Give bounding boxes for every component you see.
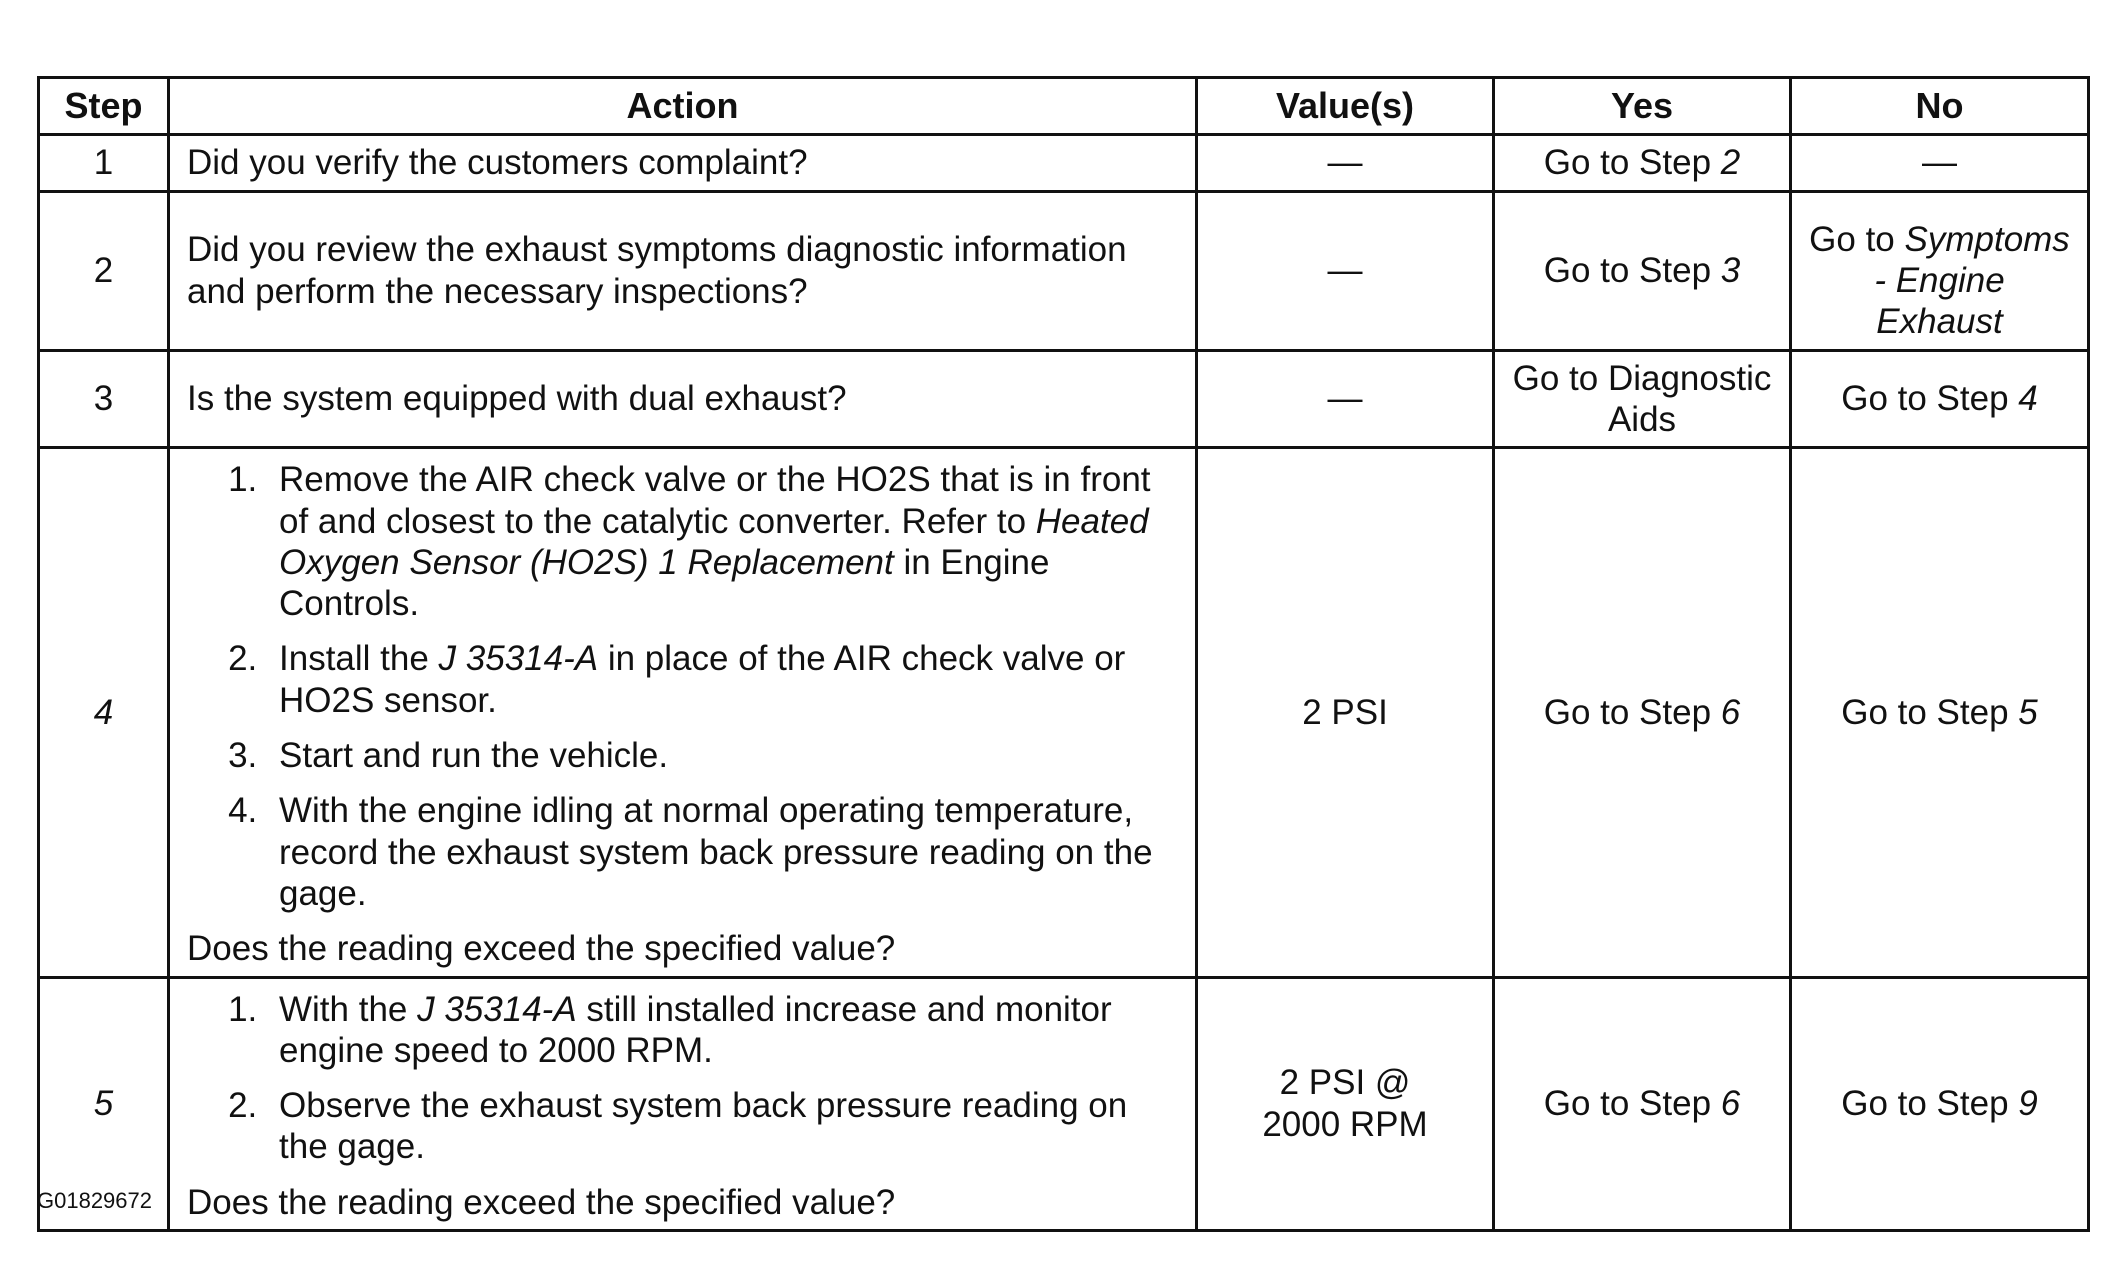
item-tool: J 35314-A — [417, 989, 577, 1029]
yes-text: Go to Step — [1543, 1084, 1721, 1124]
no-text: Go to Step — [1841, 1084, 2019, 1124]
table-row — [39, 977, 2089, 1230]
header-yes: Yes — [1494, 78, 1791, 135]
item-text: Observe the exhaust system back pressure reading on the gage. — [279, 1086, 1128, 1167]
procedure-list — [187, 989, 1178, 1168]
diagnostic-table — [37, 76, 2090, 1232]
header-action: Action — [169, 78, 1197, 135]
value-cell: 2 PSI @ 2000 RPM — [1197, 977, 1494, 1230]
yes-cell — [1494, 350, 1791, 448]
no-text: Go to Step — [1841, 692, 2019, 732]
item-text: With the — [279, 989, 418, 1029]
step-number: 1 — [39, 135, 169, 191]
no-cell — [1791, 191, 2089, 350]
yes-cell — [1494, 448, 1791, 977]
item-reference: Heated Oxygen Sensor (HO2S) 1 Replacement — [279, 501, 1149, 582]
no-step-ref: 4 — [2018, 379, 2038, 419]
value-cell: — — [1197, 135, 1494, 191]
action-text: Did you verify the customers complaint? — [169, 135, 1197, 191]
procedure-list — [187, 459, 1178, 914]
yes-step-ref: 6 — [1720, 692, 1741, 732]
procedure-item — [267, 735, 1178, 776]
action-cell — [169, 977, 1197, 1230]
item-text: Install the — [279, 639, 439, 679]
step-number: 2 — [39, 191, 169, 350]
action-text: Is the system equipped with dual exhaust? — [169, 350, 1197, 448]
step-number: 5 — [39, 977, 169, 1230]
table-row — [39, 135, 2089, 191]
yes-text: Go to Step — [1543, 692, 1721, 732]
table-row — [39, 448, 2089, 977]
item-text: in place of the AIR check valve or HO2S sensor. — [279, 639, 1126, 720]
no-step-ref: 9 — [2018, 1084, 2038, 1124]
no-text: Go to — [1809, 219, 1905, 259]
header-no: No — [1791, 78, 2089, 135]
procedure-item — [267, 1085, 1178, 1168]
no-text: Go to Step — [1841, 379, 2019, 419]
procedure-item — [267, 790, 1178, 914]
yes-cell — [1494, 191, 1791, 350]
yes-text: Go to Step — [1543, 143, 1721, 183]
header-step: Step — [39, 78, 169, 135]
item-text: Start and run the vehicle. — [279, 736, 669, 776]
no-cell — [1791, 135, 2089, 191]
action-text: Did you review the exhaust symptoms diagnostic information and perform the necessary inspections? — [169, 191, 1197, 350]
yes-step-ref: 2 — [1720, 143, 1741, 183]
procedure-item — [267, 989, 1178, 1072]
step-number: 4 — [39, 448, 169, 977]
yes-step-ref: 3 — [1720, 251, 1741, 291]
table-row — [39, 350, 2089, 448]
value-cell: — — [1197, 350, 1494, 448]
yes-step-ref: 6 — [1720, 1084, 1741, 1124]
item-text: in Engine Controls. — [279, 542, 1050, 624]
question-text: Does the reading exceed the specified value? — [187, 929, 896, 969]
no-text: — — [1922, 143, 1957, 183]
table-row — [39, 191, 2089, 350]
no-cell — [1791, 350, 2089, 448]
value-cell: — — [1197, 191, 1494, 350]
no-cell — [1791, 977, 2089, 1230]
value-cell: 2 PSI — [1197, 448, 1494, 977]
question-text: Does the reading exceed the specified value? — [187, 1182, 896, 1222]
action-cell — [169, 448, 1197, 977]
yes-text: Go to Step — [1543, 251, 1721, 291]
figure-id: G01829672 — [37, 1188, 152, 1213]
yes-cell — [1494, 977, 1791, 1230]
procedure-item — [267, 638, 1178, 721]
no-link-symptoms: Symptoms - Engine Exhaust — [1874, 219, 2070, 342]
procedure-item — [267, 459, 1178, 624]
yes-text: Go to Diagnostic Aids — [1512, 358, 1772, 439]
item-text: still installed increase and monitor engine speed to 2000 RPM. — [279, 989, 1112, 1070]
step-number: 3 — [39, 350, 169, 448]
header-values: Value(s) — [1197, 78, 1494, 135]
header-row — [39, 78, 2089, 135]
no-step-ref: 5 — [2018, 692, 2038, 732]
item-text: Remove the AIR check valve or the HO2S that is in front of and closest to the catalytic converter. Refer to — [279, 460, 1151, 541]
item-text: With the engine idling at normal operating temperature, record the exhaust system back pressure reading on the gage. — [279, 791, 1153, 913]
item-tool: J 35314-A — [438, 639, 599, 679]
no-cell — [1791, 448, 2089, 977]
yes-cell — [1494, 135, 1791, 191]
